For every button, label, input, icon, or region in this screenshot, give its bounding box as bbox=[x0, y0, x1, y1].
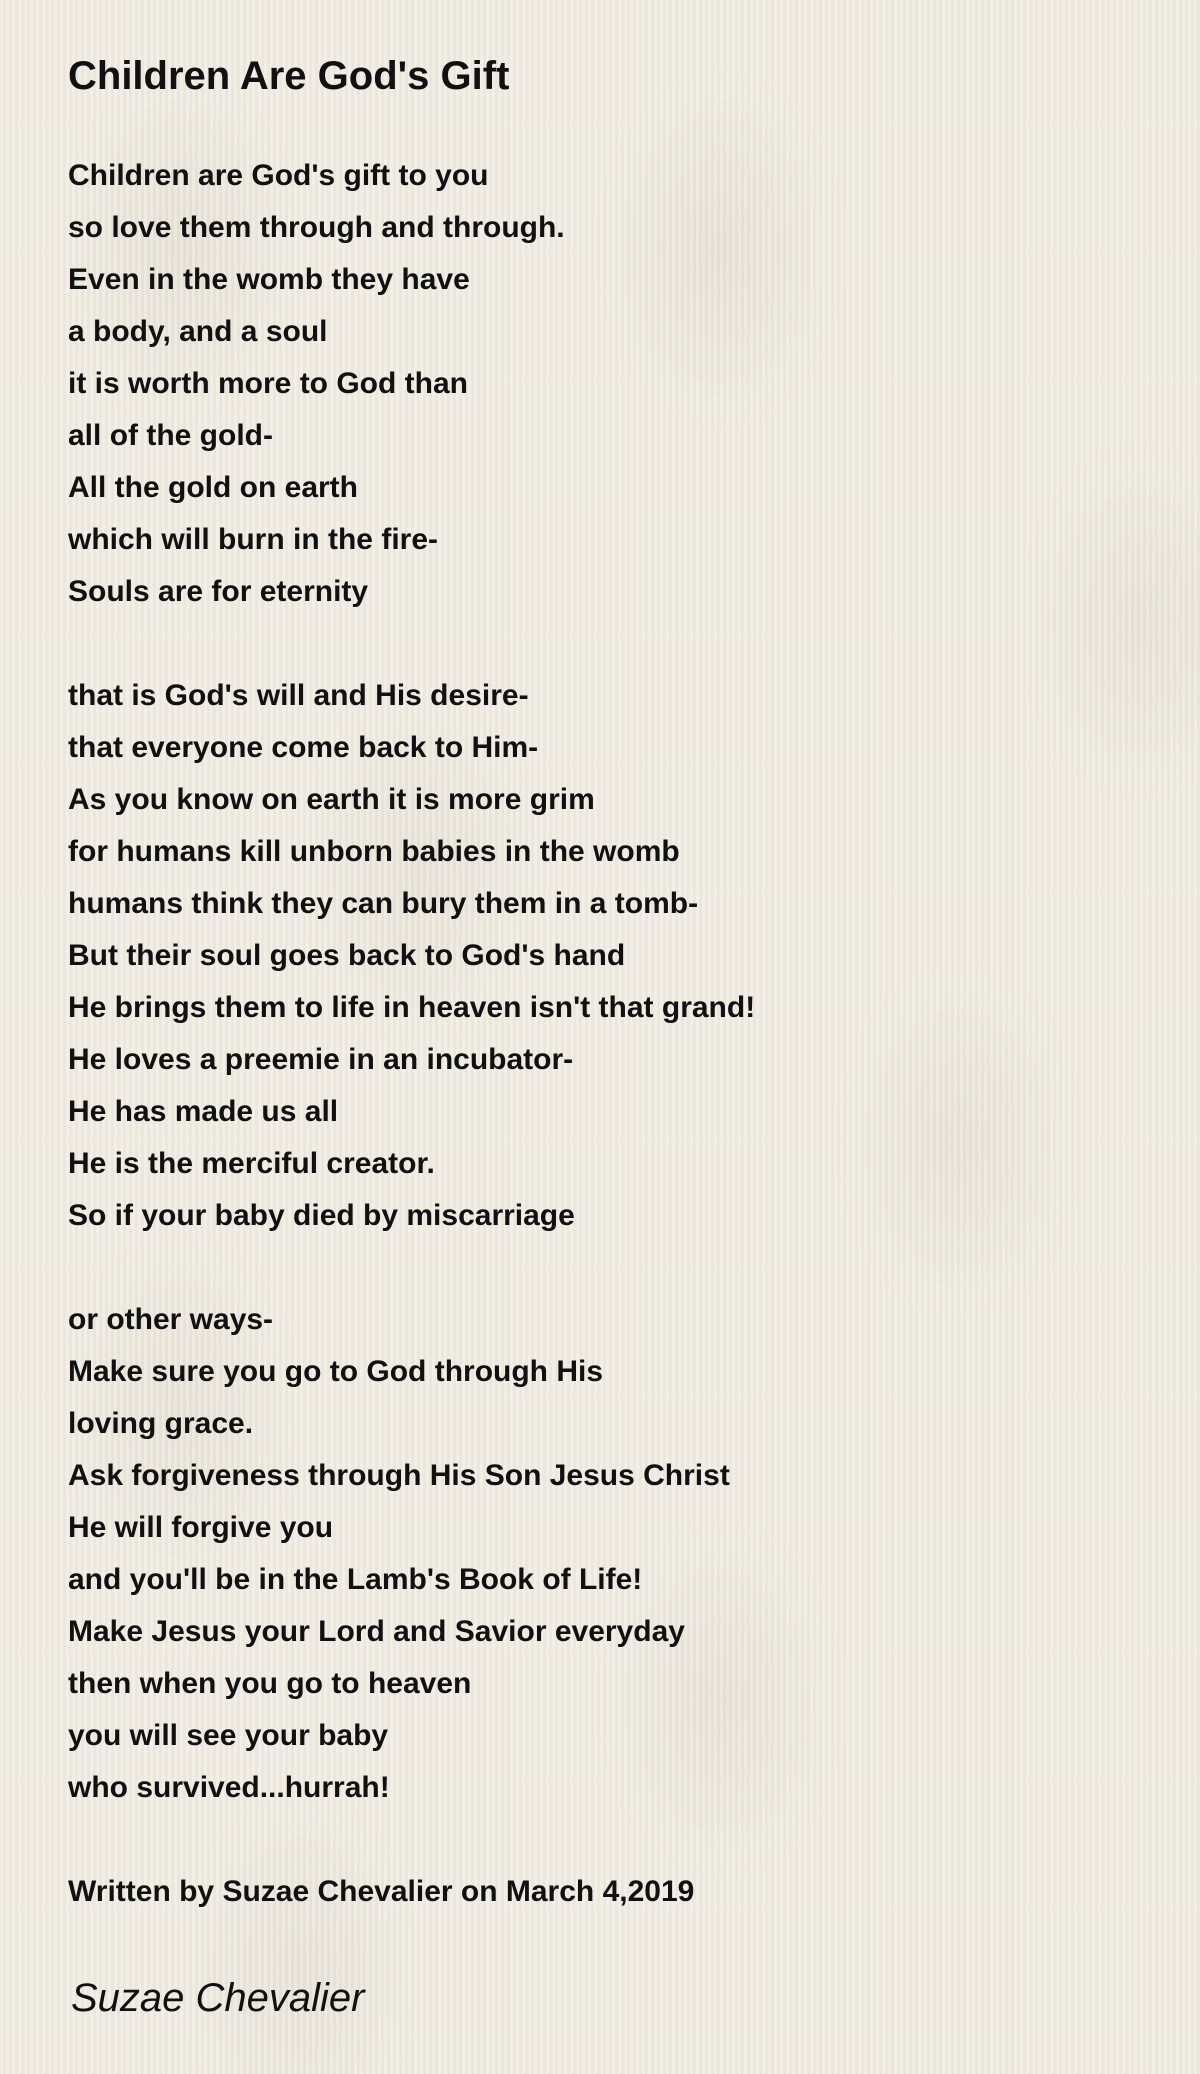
poem-line: all of the gold- bbox=[68, 419, 273, 452]
poem-body bbox=[68, 150, 755, 1918]
poem-line: or other ways- bbox=[68, 1303, 274, 1336]
poem-line: But their soul goes back to God's hand bbox=[68, 939, 626, 972]
poem-line: that is God's will and His desire- bbox=[68, 679, 529, 712]
stanza-break bbox=[68, 1814, 755, 1866]
poem-line: Children are God's gift to you bbox=[68, 159, 489, 192]
poem-line: it is worth more to God than bbox=[68, 367, 468, 400]
poem-line: who survived...hurrah! bbox=[68, 1771, 390, 1804]
poem-line: All the gold on earth bbox=[68, 471, 358, 504]
poem-line: He loves a preemie in an incubator- bbox=[68, 1043, 574, 1076]
poem-line: Even in the womb they have bbox=[68, 263, 470, 296]
poem-line: He brings them to life in heaven isn't that grand! bbox=[68, 991, 756, 1024]
poem-line: so love them through and through. bbox=[68, 211, 565, 244]
poem-line: then when you go to heaven bbox=[68, 1667, 472, 1700]
poem-line: He is the merciful creator. bbox=[68, 1147, 435, 1180]
poem-line: As you know on earth it is more grim bbox=[68, 783, 595, 816]
poem-line: and you'll be in the Lamb's Book of Life! bbox=[68, 1563, 643, 1596]
poem-line: Ask forgiveness through His Son Jesus Christ bbox=[68, 1459, 730, 1492]
poem-line: Make sure you go to God through His bbox=[68, 1355, 604, 1388]
poem-line: which will burn in the fire- bbox=[68, 523, 439, 556]
stanza-break bbox=[68, 1242, 755, 1294]
poem-line: Written by Suzae Chevalier on March 4,2019 bbox=[68, 1875, 695, 1908]
poem-line: loving grace. bbox=[68, 1407, 254, 1440]
poem-line: that everyone come back to Him- bbox=[68, 731, 539, 764]
poem-line: you will see your baby bbox=[68, 1719, 389, 1752]
author-signature: Suzae Chevalier bbox=[71, 1976, 365, 2020]
poem-line: Souls are for eternity bbox=[68, 575, 369, 608]
poem-line: He has made us all bbox=[68, 1095, 339, 1128]
poem-line: So if your baby died by miscarriage bbox=[68, 1199, 575, 1232]
poem-line: Make Jesus your Lord and Savior everyday bbox=[68, 1615, 685, 1648]
poem-title: Children Are God's Gift bbox=[68, 54, 510, 98]
poem-line: He will forgive you bbox=[68, 1511, 334, 1544]
poem-line: for humans kill unborn babies in the womb bbox=[68, 835, 680, 868]
poem-line: a body, and a soul bbox=[68, 315, 328, 348]
stanza-break bbox=[68, 618, 755, 670]
poem-line: humans think they can bury them in a tomb- bbox=[68, 887, 699, 920]
